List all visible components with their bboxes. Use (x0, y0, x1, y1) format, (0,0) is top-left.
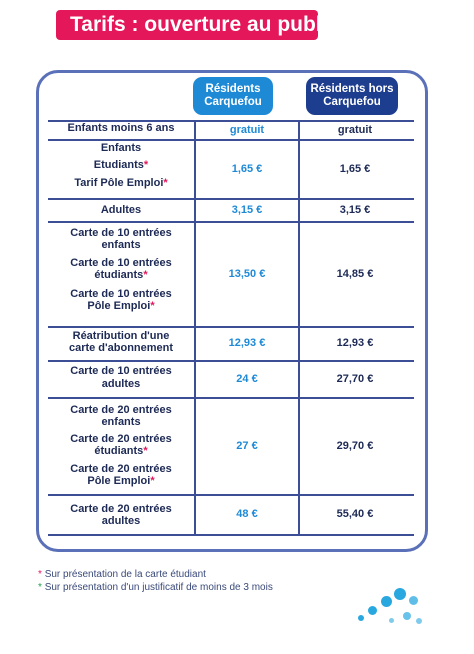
bubble (389, 618, 394, 623)
price-non-residents: 27,70 € (336, 372, 374, 385)
row-label-text: Réatribution d'une (72, 330, 170, 342)
price-non-residents: gratuit (337, 123, 373, 136)
price-residents: 48 € (236, 508, 258, 520)
row-label-text: Enfants (100, 142, 142, 154)
row-divider (48, 534, 414, 536)
row-label-text: adultes (101, 378, 141, 390)
bubble (409, 596, 418, 605)
row-divider (48, 221, 414, 223)
price-residents: 1,65 € (231, 162, 263, 175)
column-header-line: Carquefou (204, 96, 262, 108)
row-label-text: Tarif Pôle Emploi (74, 177, 164, 189)
row-label-text: enfants (101, 239, 141, 251)
row-label (48, 227, 194, 239)
price-non-residents: 1,65 € (339, 162, 371, 175)
row-label (48, 300, 194, 312)
row-label-text: Adultes (100, 204, 142, 216)
row-label (48, 257, 194, 269)
row-label-text: Etudiants (93, 159, 144, 171)
row-label-text: Carte de 20 entrées (70, 463, 172, 475)
footnote-mark: * (38, 569, 42, 580)
column-header-line: Carquefou (323, 96, 381, 108)
row-label (48, 433, 194, 445)
price-residents: gratuit (229, 123, 265, 136)
asterisk-marker: * (143, 269, 148, 281)
asterisk-marker: * (163, 177, 168, 189)
bubble (368, 606, 377, 615)
row-divider (48, 494, 414, 496)
bubble (403, 612, 411, 620)
row-label (48, 416, 194, 428)
row-label (48, 204, 194, 216)
row-label-text: Carte de 20 entrées (70, 503, 172, 515)
price-residents: 3,15 € (231, 203, 263, 216)
price-non-residents: 14,85 € (336, 267, 374, 280)
row-label (48, 463, 194, 475)
row-label (48, 342, 194, 354)
row-label (48, 378, 194, 390)
row-label (48, 445, 194, 457)
bubble (358, 615, 364, 621)
row-label-text: Carte de 10 entrées (70, 227, 172, 239)
asterisk-marker: * (150, 300, 155, 312)
row-label-text: Pôle Emploi (87, 475, 151, 487)
row-divider (48, 326, 414, 328)
row-label (48, 122, 194, 134)
footnote (38, 582, 273, 594)
row-label (48, 288, 194, 300)
row-label (48, 269, 194, 281)
row-label (48, 503, 194, 515)
price-residents: 13,50 € (228, 267, 266, 280)
bubble (416, 618, 422, 624)
row-label-text: adultes (101, 515, 141, 527)
footnote-text: Sur présentation de la carte étudiant (44, 569, 206, 580)
row-label-text: Pôle Emploi (87, 300, 151, 312)
footnote-mark: * (38, 582, 42, 593)
row-label-text: étudiants (94, 269, 144, 281)
column-header-residents (193, 77, 273, 115)
row-label-text: Carte de 20 entrées (70, 433, 172, 445)
row-label (48, 475, 194, 487)
row-label (48, 159, 194, 171)
asterisk-marker: * (143, 159, 149, 171)
price-residents: 12,93 € (228, 337, 266, 349)
row-divider (48, 397, 414, 399)
column-header-line: Résidents hors (310, 83, 394, 95)
price-non-residents: 3,15 € (339, 203, 371, 216)
price-residents: 27 € (236, 439, 258, 452)
row-label-text: Carte de 10 entrées (70, 288, 172, 300)
page-title: Tarifs : ouverture au public (56, 10, 318, 40)
row-label (48, 142, 194, 154)
row-label (48, 330, 194, 342)
footnote (38, 569, 206, 581)
row-label-text: carte d'abonnement (68, 342, 174, 354)
row-label-text: Enfants moins 6 ans (67, 122, 175, 134)
row-label-text: Carte de 20 entrées (70, 404, 172, 416)
row-label (48, 515, 194, 527)
row-label-text: Carte de 10 entrées (70, 257, 172, 269)
price-non-residents: 12,93 € (336, 337, 374, 349)
column-header-line: Résidents (205, 83, 261, 95)
asterisk-marker: * (143, 445, 148, 457)
row-divider (48, 360, 414, 362)
asterisk-marker: * (150, 475, 155, 487)
row-label (48, 177, 194, 189)
row-label-text: enfants (101, 416, 141, 428)
column-header-non-residents (306, 77, 398, 115)
price-non-residents: 55,40 € (336, 508, 374, 520)
row-divider (48, 198, 414, 200)
price-residents: 24 € (236, 372, 258, 385)
row-label (48, 239, 194, 251)
footnote-text: Sur présentation d'un justificatif de moins de 3 mois (44, 582, 273, 593)
bubble (394, 588, 406, 600)
price-non-residents: 29,70 € (336, 439, 374, 452)
row-label-text: étudiants (94, 445, 144, 457)
bubble (381, 596, 392, 607)
row-label (48, 365, 194, 377)
row-label-text: Carte de 10 entrées (70, 365, 172, 377)
row-label (48, 404, 194, 416)
row-divider (48, 139, 414, 141)
